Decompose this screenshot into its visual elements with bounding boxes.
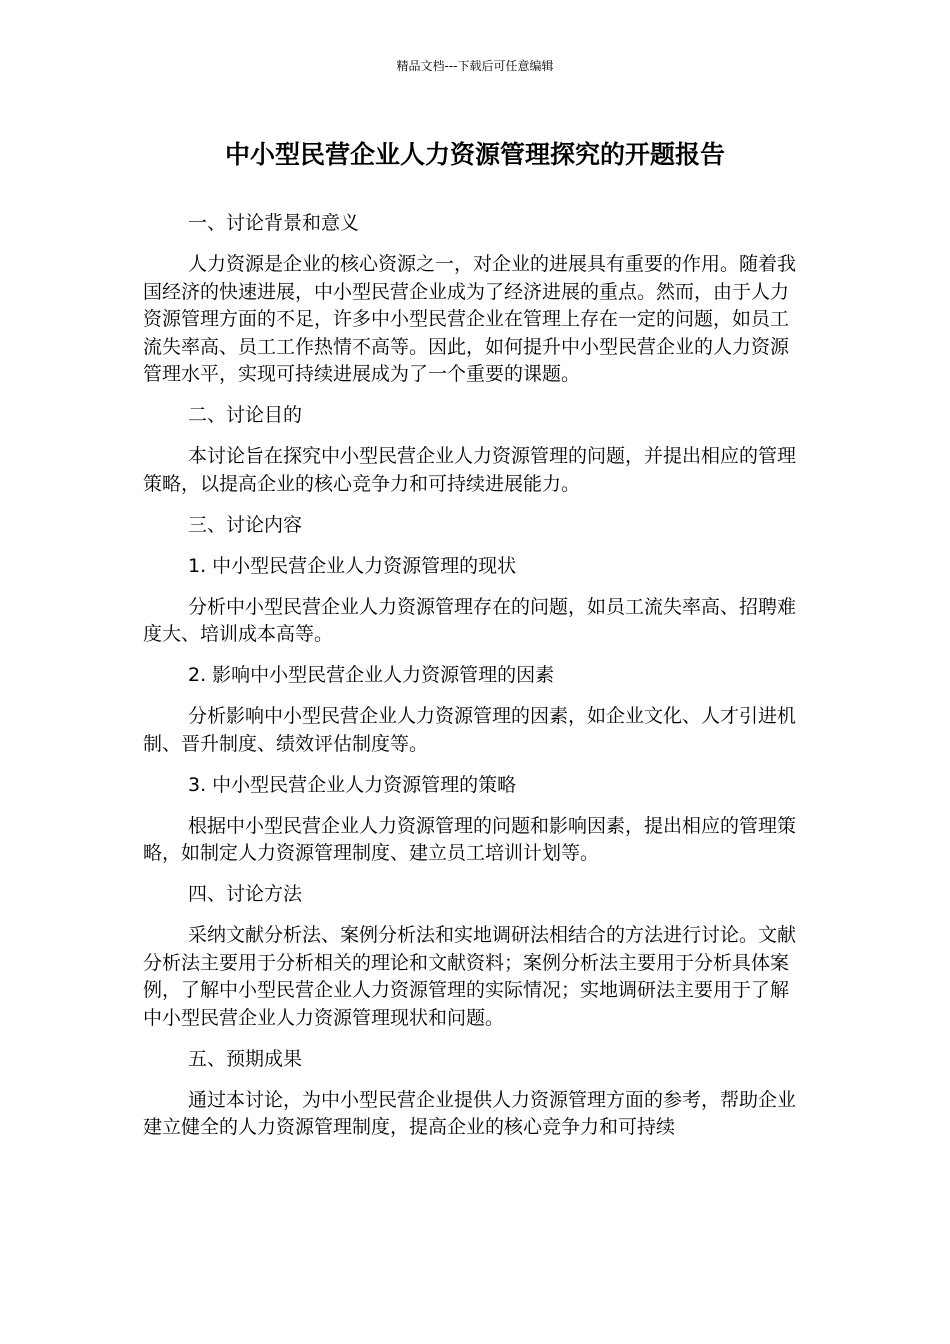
document-title: 中小型民营企业人力资源管理探究的开题报告: [224, 140, 725, 169]
paragraph-methods: 采纳文献分析法、案例分析法和实地调研法相结合的方法进行讨论。文献分析法主要用于分析相关的理论和文献资料；案例分析法主要用于分析具体案例，了解中小型民营企业人力资源管理的实际情况；实地调研法主要用于了解中小型民营企业人力资源管理现状和问题。: [143, 924, 797, 1029]
section-heading-background: 一、讨论背景和意义: [188, 212, 360, 234]
paragraph-background: 人力资源是企业的核心资源之一，对企业的进展具有重要的作用。随着我国经济的快速进展，中小型民营企业成为了经济进展的重点。然而，由于人力资源管理方面的不足，许多中小型民营企业在管理上存在一定的问题，如员工流失率高、员工工作热情不高等。因此，如何提升中小型民营企业的人力资源管理水平，实现可持续进展成为了一个重要的课题。: [143, 253, 797, 385]
section-heading-outcomes: 五、预期成果: [188, 1047, 303, 1070]
subheading-factors: 2. 影响中小型民营企业人力资源管理的因素: [188, 664, 555, 686]
page-header-note: 精品文档---下载后可任意编辑: [396, 59, 554, 73]
paragraph-purpose: 本讨论旨在探究中小型民营企业人力资源管理的问题，并提出相应的管理策略，以提高企业的核心竞争力和可持续进展能力。: [143, 445, 797, 495]
section-heading-content: 三、讨论内容: [188, 513, 303, 536]
paragraph-outcomes: 通过本讨论，为中小型民营企业提供人力资源管理方面的参考，帮助企业建立健全的人力资源管理制度，提高企业的核心竞争力和可持续: [143, 1088, 797, 1138]
paragraph-status: 分析中小型民营企业人力资源管理存在的问题，如员工流失率高、招聘难度大、培训成本高等。: [143, 595, 797, 645]
subheading-status: 1. 中小型民营企业人力资源管理的现状: [188, 554, 517, 577]
section-heading-purpose: 二、讨论目的: [188, 404, 303, 426]
document-body: [143, 210, 803, 1155]
paragraph-strategies: 根据中小型民营企业人力资源管理的问题和影响因素，提出相应的管理策略，如制定人力资源管理制度、建立员工培训计划等。: [143, 814, 797, 864]
subheading-strategies: 3. 中小型民营企业人力资源管理的策略: [188, 773, 517, 796]
section-heading-methods: 四、讨论方法: [188, 883, 303, 905]
paragraph-factors: 分析影响中小型民营企业人力资源管理的因素，如企业文化、人才引进机制、晋升制度、绩效评估制度等。: [143, 705, 797, 755]
